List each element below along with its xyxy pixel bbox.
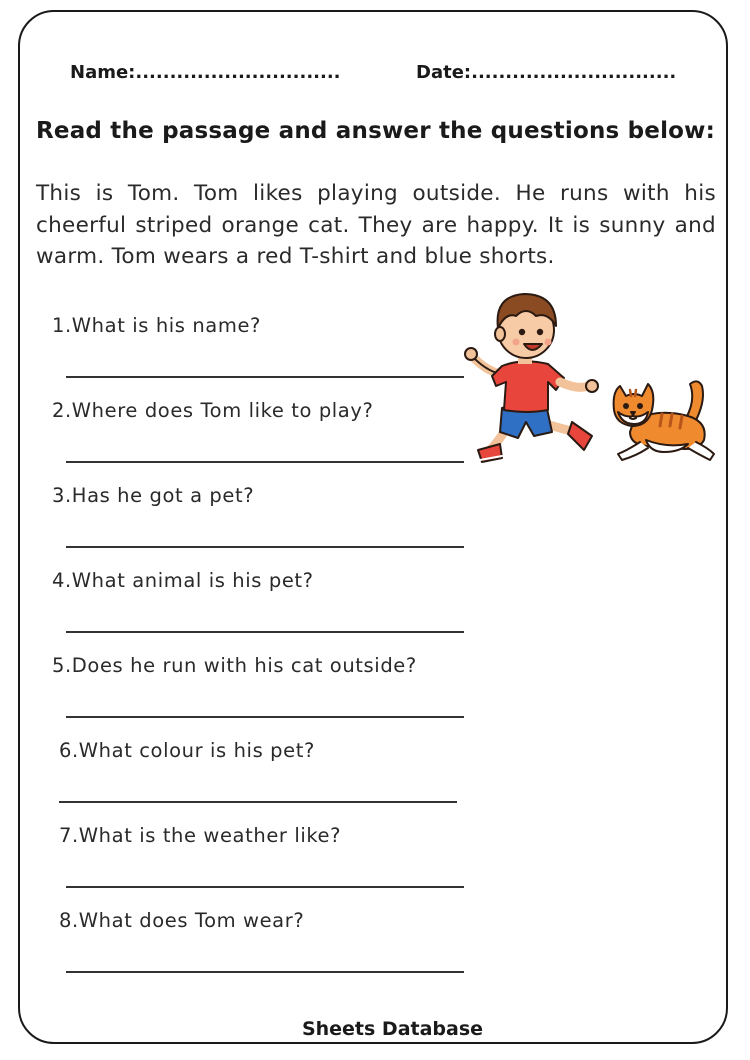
answer-line-6[interactable] [59,801,457,803]
answer-line-2[interactable] [66,461,464,463]
answer-line-3[interactable] [66,546,464,548]
worksheet-frame [18,10,728,1044]
question-2: 2.Where does Tom like to play? [52,399,374,422]
answer-line-4[interactable] [66,631,464,633]
question-8: 8.What does Tom wear? [59,909,305,932]
question-7: 7.What is the weather like? [59,824,342,847]
name-field[interactable] [70,62,341,83]
reading-passage: This is Tom. Tom likes playing outside. He runs with his cheerful striped orange cat. They are happy. It is sunny and warm. Tom wears a red T-shirt and blue shorts. [36,181,716,269]
date-label: Date: [416,62,472,83]
footer-brand: Sheets Database [301,1018,484,1040]
running-boy-icon [460,282,605,477]
question-6: 6.What colour is his pet? [59,739,315,762]
date-field[interactable] [416,62,676,83]
question-1: 1.What is his name? [52,314,261,337]
orange-cat-icon [600,374,718,464]
answer-line-7[interactable] [66,886,464,888]
answer-line-8[interactable] [66,971,464,973]
question-3: 3.Has he got a pet? [52,484,255,507]
name-label: Name: [70,62,136,83]
question-5: 5.Does he run with his cat outside? [52,654,417,677]
worksheet-title: Read the passage and answer the questions below: [36,118,716,144]
name-dots: .............................. [135,62,341,83]
question-4: 4.What animal is his pet? [52,569,314,592]
answer-line-1[interactable] [66,376,464,378]
date-dots: .............................. [471,62,677,83]
answer-line-5[interactable] [66,716,464,718]
